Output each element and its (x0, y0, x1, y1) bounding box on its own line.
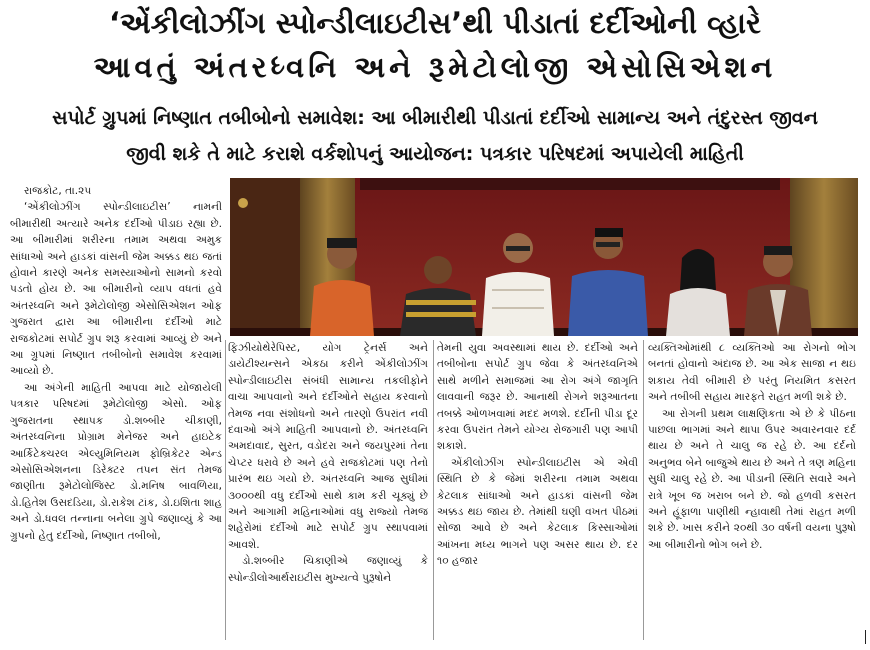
subheadline-line-1: સપોર્ટ ગ્રુપમાં નિષ્ણાત તબીબોનો સમાવેશ: આ બીમારીથી પીડાતાં દર્દીઓ સામાન્ય અને તંદુરસ્ત જીવન (52, 107, 818, 129)
column-rule (433, 340, 434, 640)
article-column-4 (648, 340, 856, 640)
group-photo (230, 178, 858, 336)
page-edge-mark (865, 630, 866, 644)
column-rule (225, 340, 226, 640)
paragraph: વ્યક્તિઓમાંથી ૮ વ્યક્તિઓ આ રોગનો ભોગ બનતાં હોવાનો અંદાજ છે. આ એક સાજા ન થઇ શકાય તેવી બીમારી છે પરંતુ નિયમિત કસરત અને તબીબી સહાય મારફતે રાહત મળી શકે છે. (648, 342, 856, 404)
article-column-3 (437, 340, 638, 640)
paragraph: એંકીલોઝીંગ સ્પોન્ડીલાઇટીસ એ એવી સ્થિતિ છે કે જેમાં શરીરના તમામ અથવા કેટલાક સાંધાઓ અને હાડકાં વાંસની જેમ અક્કડ થઇ જાય છે. તેમાંથી ઘણી વખત પીઠમાં સોજા આવે છે અને કેટલાક કિસ્સાઓમાં આંખના મધ્ય ભાગને પણ અસર થાય છે. દર ૧૦ હજાર (437, 456, 638, 568)
news-photo (230, 178, 858, 336)
headline-line-1: ‘એંકીલોઝીંગ સ્પોન્ડીલાઇટીસ’થી પીડાતાં દર્દીઓની વ્હારે (109, 6, 761, 40)
headline-line-2: આવતું અંતરધ્વનિ અને રૂમેટોલોજી એસોસિએશન (93, 50, 777, 84)
article-column-1 (10, 183, 222, 643)
subheadline-line-2: જીવી શકે તે માટે કરાશે વર્કશોપનું આયોજન: પત્રકાર પરિષદમાં અપાયેલી માહિતી (126, 143, 744, 165)
column-rule (643, 340, 644, 640)
paragraph: આ અંગેની માહિતી આપવા માટે યોજાયેલી પત્રકાર પરિષદમાં રૂમેટોલોજી એસો. ઓફ ગુજરાતના સ્થાપક ડો.શબ્બીર ચીકાણી, અંતરધ્વનિના પ્રોગ્રામ મેનેજર અને હાઇટેક આર્કિટેક્ચરલ એલ્યુમિનિયમ ફોબ્રિકેટર એન્ડ એસોસિએશનના ડિરેક્ટર તપન સંત તેમજ જાણીતા રૂમેટોલોજિસ્ટ ડો.મનિષ બાવળિયા, ડો.હિતેશ ઉસદડિયા, ડો.રાકેશ ટાંક, ડો.ઇશિતા શાહ અને ડો.ધવલ તન્નાના બનેલા ગ્રુપે જણાવ્યું કે આ ગ્રુપનો હેતુ દર્દીઓ, નિષ્ણાત તબીબો, (10, 381, 222, 542)
paragraph: ફિઝીયોથેરેપિસ્ટ, યોગ ટ્રેનર્સ અને ડાયેટીશ્યન્સને એકઠા કરીને એંકીલોઝીંગ સ્પોન્ડીલાઇટીસ સંબંધી સામાન્ય તકલીફોને વાચા આપવાનો અને દર્દીઓને સહાય કરવાનો તેમજ નવા સંશોધનો અને તારણો ઉપરાંત નવી દવાઓ અંગે માહિતી આપવાનો છે. અંતરધ્વનિ અમદાવાદ, સુરત, વડોદરા અને જયપુરમાં તેના ચેપ્ટર ધરાવે છે અને હવે રાજકોટમાં પણ તેનો પ્રારંભ થઇ ગયો છે. અંતરધ્વનિ આજ સુધીમાં ૩૦૦૦થી વધુ દર્દીઓ સાથે કામ કરી ચૂક્યું છે અને આગામી મહિનાઓમાં વધુ રાજ્યો તેમજ શહેરોમાં દર્દીઓ માટે સપોર્ટ ગ્રુપ સ્થાપવામાં આવશે. (228, 342, 428, 551)
article-column-2 (228, 340, 428, 640)
paragraph: ‘એંકીલોઝીંગ સ્પોન્ડીલાઇટીસ’ નામની બીમારીથી અત્યારે અનેક દર્દીઓ પીડાઇ રહ્યા છે. આ બીમારીમાં શરીરના તમામ અથવા અમુક સાંધાઓ અને હાડકાં વાંસની જેમ અક્કડ થઇ જતાં હોવાને કારણે અનેક સમસ્યાઓનો સામનો કરવો પડતો હોય છે. આ બીમારીનો વ્યાપ વધતાં હવે અંતરધ્વનિ અને રૂમેટોલોજી એસોસિએશન ઓફ ગુજરાત દ્વારા આ બીમારીના દર્દીઓ માટે રાજકોટમાં સપોર્ટ ગ્રુપ શરૂ કરવામાં આવ્યું છે અને આ ગ્રુપમાં નિષ્ણાત તબીબોનો સમાવેશ કરવામાં આવ્યો છે. (10, 201, 222, 378)
paragraph: ડો.શબ્બીર ચિકાણીએ જણાવ્યું કે સ્પોન્ડીલોઆર્થરાઇટીસ મુખ્યત્વે પુરૂષોને (228, 555, 428, 584)
paragraph: આ રોગની પ્રથમ લાક્ષણિકતા એ છે કે પીઠના પાછલા ભાગમાં અને થાપા ઉપર અવારનવાર દર્દ થાય છે અને તે ચાલુ જ રહે છે. આ દર્દનો અનુભવ બેને બાજુએ થાય છે અને તે ત્રણ મહિના સુધી ચાલુ રહે છે. આ પીડાની સ્થિતિ સવારે અને રાત્રે ખૂબ જ ખરાબ બને છે. જો હળવી કસરત અને હૂંફાળા પાણીથી ન્હાવાથી તેમાં રાહત મળી શકે છે. ખાસ કરીને ૨૦થી ૩૦ વર્ષની વયના પુરૂષો આ બીમારીનો ભોગ બને છે. (648, 407, 856, 551)
dateline: રાજકોટ, તા.૨૫ (24, 185, 92, 197)
paragraph: તેમની યુવા અવસ્થામાં થાય છે. દર્દીઓ અને તબીબોના સપોર્ટ ગ્રુપ જેવા કે અંતરધ્વનિએ સાથે મળીને સમાજમાં આ રોગ અંગે જાગૃતિ લાવવાની જરૂર છે. આનાથી રોગને શરૂઆતના તબક્કે ઓળખવામાં મદદ મળશે. દર્દીની પીડા દૂર કરવા ઉપરાંત તેમને યોગ્ય રોજગારી પણ આપી શકાશે. (437, 342, 638, 453)
